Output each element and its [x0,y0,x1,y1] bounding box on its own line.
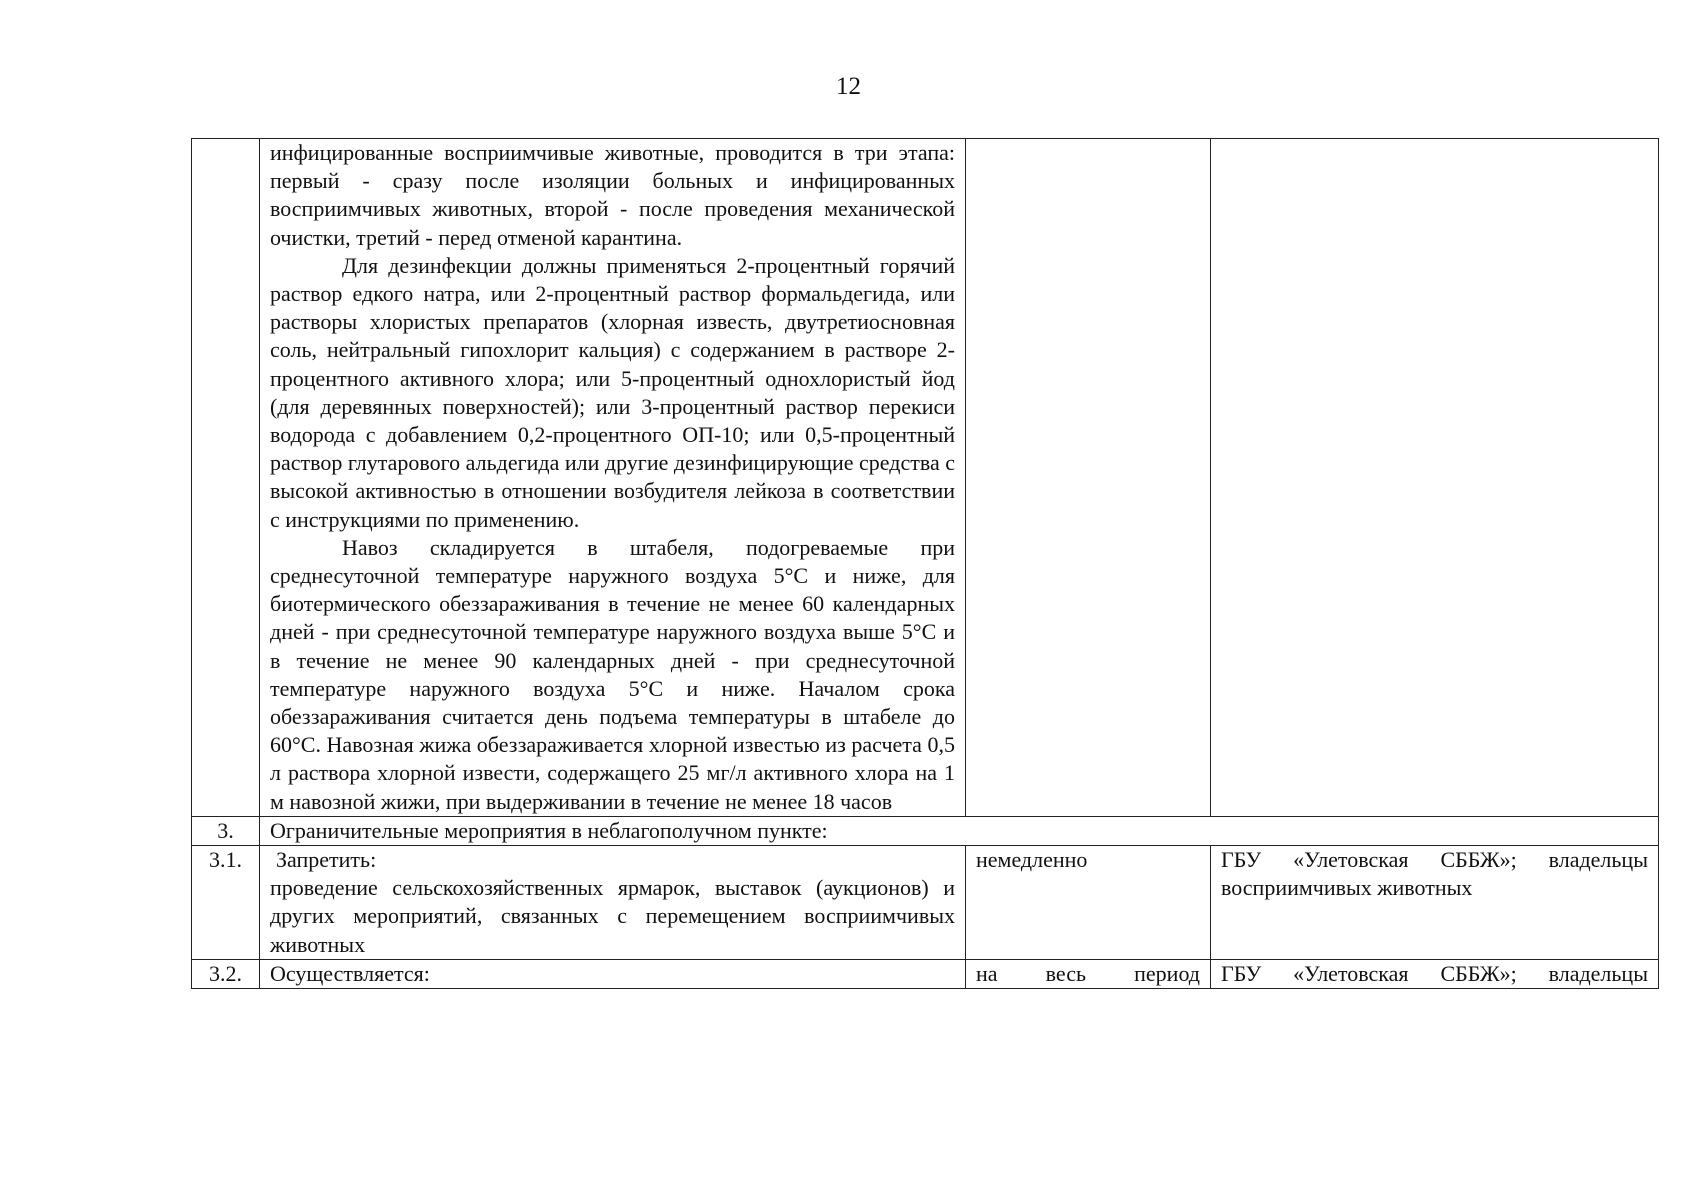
deadline-cell [966,139,1211,817]
deadline-cell: на весь период [966,959,1211,988]
table-row-3-2 [192,959,1659,988]
item-heading: Запретить: [276,847,377,873]
disinfection-stages-paragraph: инфицированные восприимчивые животные, проводится в три этапа: первый - сразу после изоляции больных и инфицированных восприимчивых животных, второй - после проведения механической очистки, третий - перед отменой карантина. [270,140,955,250]
row-number: 3.1. [192,846,260,960]
row-number: 3. [192,816,260,845]
manure-paragraph: Навоз складируется в штабеля, подогреваемые при среднесуточной температуре наружного воздуха 5°C и ниже, для биотермического обеззараживания в течение не менее 60 календарных дней - при среднесуточной температуре наружного воздуха выше 5°C и в течение не менее 90 календарных дней - при среднесуточной температуре наружного воздуха 5°C и ниже. Началом срока обеззараживания считается день подъема температуры в штабеле до 60°C. Навозная жижа обеззараживается хлорной известью из расчета 0,5 л раствора хлорной извести, содержащего 25 мг/л активного хлора на 1 м навозной жижи, при выдерживании в течение не менее 18 часов [270,534,955,814]
section-heading: Ограничительные мероприятия в неблагополучном пункте: [260,816,1659,845]
responsible-cell: ГБУ «Улетовская СББЖ»; владельцы [1211,959,1659,988]
responsible-cell [1211,139,1659,817]
responsible-cell: ГБУ «Улетовская СББЖ»; владельцы восприимчивых животных [1211,846,1659,960]
table-row-continuation [192,139,1659,817]
page-number: 12 [836,73,861,100]
measure-text: Осуществляется: [260,959,966,988]
measure-text [260,139,966,817]
deadline-cell: немедленно [966,846,1211,960]
table-row-section-3 [192,816,1659,845]
disinfectants-paragraph: Для дезинфекции должны применяться 2-процентный горячий раствор едкого натра, или 2-процентный раствор формальдегида, или растворы хлористых препаратов (хлорная известь, двутретиосновная соль, нейтральный гипохлорит кальция) с содержанием в растворе 2-процентного активного хлора; или 5-процентный однохлористый йод (для деревянных поверхностей); или 3-процентный раствор перекиси водорода с добавлением 0,2-процентного ОП-10; или 0,5-процентный раствор глутарового альдегида или другие дезинфицирующие средства с высокой активностью в отношении возбудителя лейкоза в соответствии с инструкциями по применению. [270,252,955,532]
row-number [192,139,260,817]
measures-table [191,138,1659,989]
item-text: проведение сельскохозяйственных ярмарок, выставок (аукционов) и других мероприятий, связанных с перемещением восприимчивых животных [270,875,955,957]
measure-text [260,846,966,960]
row-number: 3.2. [192,959,260,988]
table-row-3-1 [192,846,1659,960]
